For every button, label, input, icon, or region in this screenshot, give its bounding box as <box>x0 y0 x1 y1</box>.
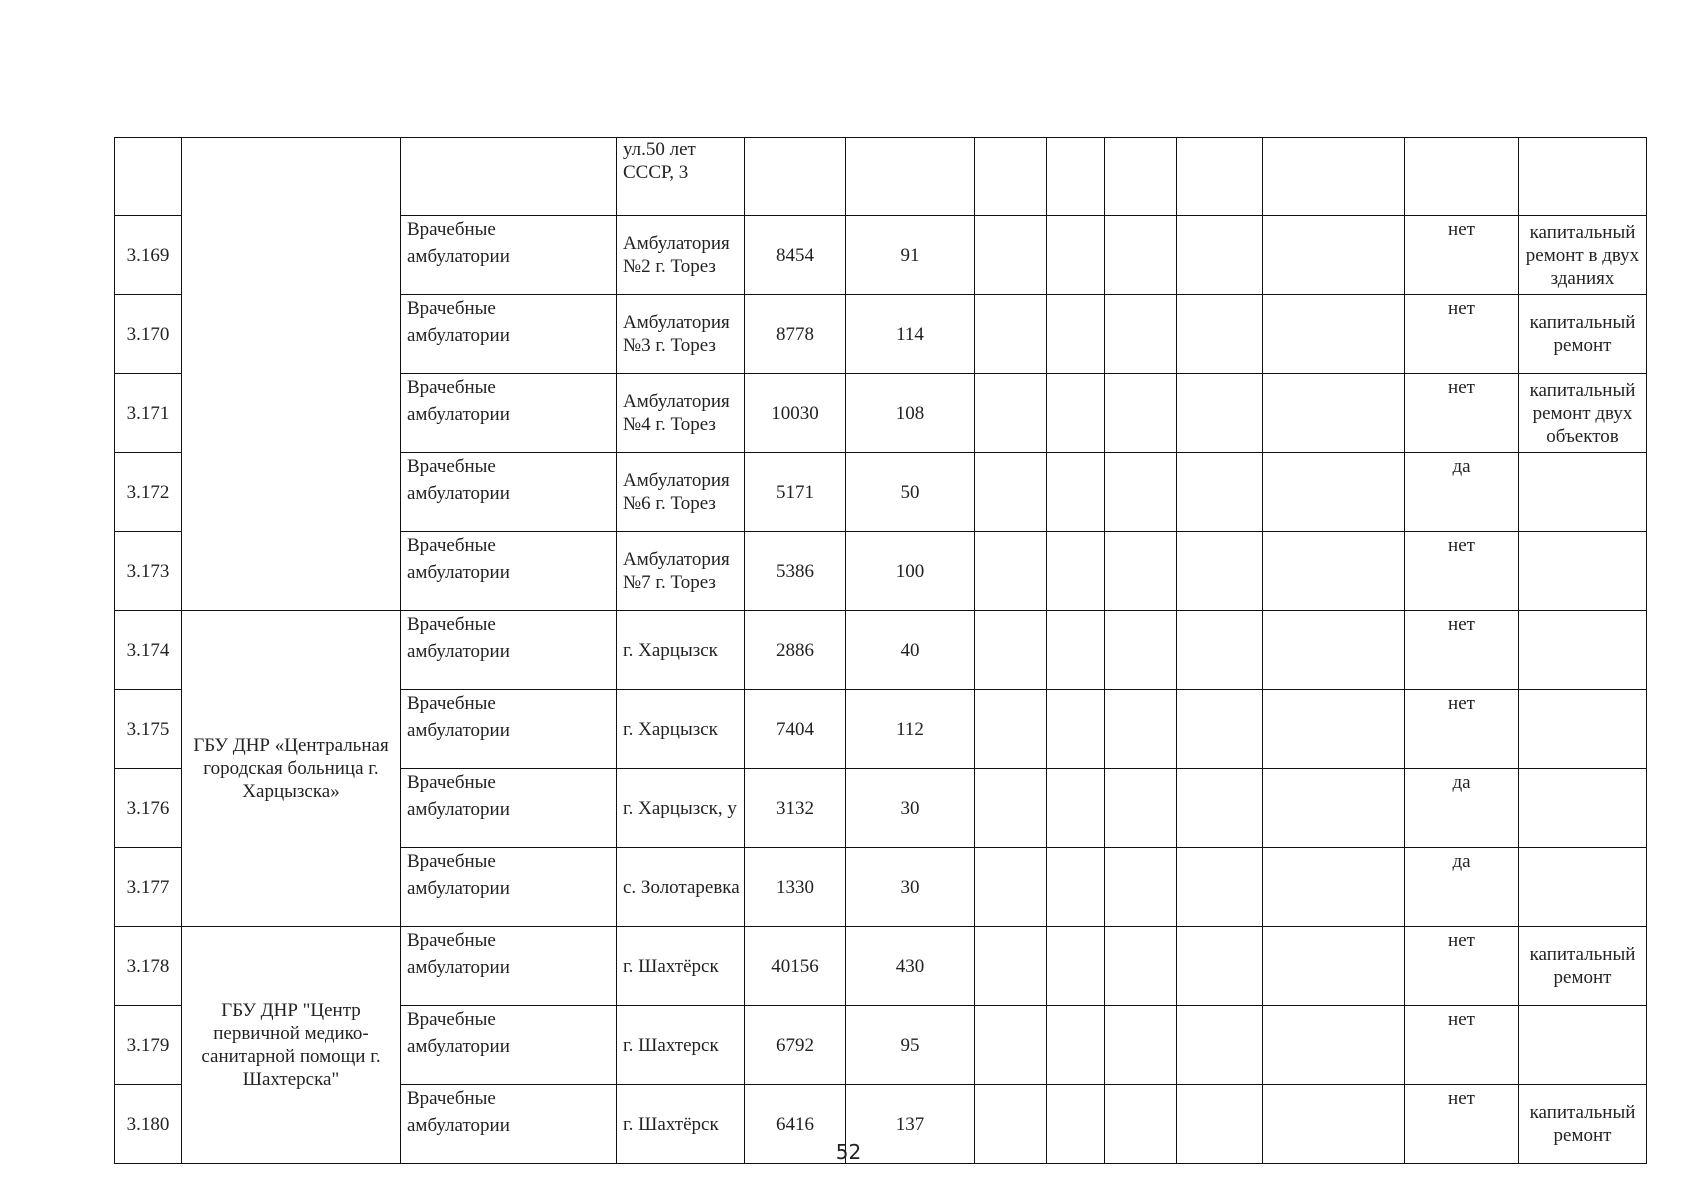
empty-cell <box>1263 690 1405 769</box>
visits-cell: 30 <box>846 769 975 848</box>
row-number-cell: 3.169 <box>115 216 182 295</box>
facility-type-cell <box>401 1006 617 1085</box>
address-cell: г. Шахтёрск <box>617 1085 745 1164</box>
row-number-cell: 3.174 <box>115 611 182 690</box>
visits-cell <box>846 138 975 216</box>
note-cell: капитальный ремонт <box>1519 1085 1647 1164</box>
empty-cell <box>1047 374 1105 453</box>
address-cell: ул.50 лет СССР, 3 <box>617 138 745 216</box>
population-cell: 6416 <box>745 1085 846 1164</box>
empty-cell <box>1263 453 1405 532</box>
facility-type-line-2: амбулатории <box>407 1036 510 1057</box>
empty-cell <box>1177 611 1263 690</box>
facility-type-line-1: Врачебные <box>407 1009 496 1030</box>
empty-cell <box>975 848 1047 927</box>
empty-cell <box>1047 1006 1105 1085</box>
empty-cell <box>1047 138 1105 216</box>
empty-cell <box>975 216 1047 295</box>
flag-cell: нет <box>1405 532 1519 611</box>
row-number-cell: 3.177 <box>115 848 182 927</box>
empty-cell <box>1105 927 1177 1006</box>
visits-cell: 50 <box>846 453 975 532</box>
empty-cell <box>1177 138 1263 216</box>
empty-cell <box>1177 848 1263 927</box>
row-number-cell: 3.180 <box>115 1085 182 1164</box>
facility-type-line-1: Врачебные <box>407 772 496 793</box>
visits-cell: 108 <box>846 374 975 453</box>
facility-type-cell <box>401 848 617 927</box>
facility-type-line-1: Врачебные <box>407 535 496 556</box>
note-cell <box>1519 769 1647 848</box>
facility-type-line-2: амбулатории <box>407 562 510 583</box>
population-cell: 5386 <box>745 532 846 611</box>
empty-cell <box>1263 532 1405 611</box>
note-cell: капитальный ремонт в двух зданиях <box>1519 216 1647 295</box>
facility-type-cell <box>401 690 617 769</box>
flag-cell: нет <box>1405 216 1519 295</box>
empty-cell <box>975 611 1047 690</box>
note-cell: капитальный ремонт <box>1519 295 1647 374</box>
empty-cell <box>1263 216 1405 295</box>
facility-type-line-2: амбулатории <box>407 325 510 346</box>
empty-cell <box>1263 611 1405 690</box>
flag-cell: да <box>1405 848 1519 927</box>
empty-cell <box>1047 453 1105 532</box>
facility-type-line-2: амбулатории <box>407 799 510 820</box>
empty-cell <box>1105 532 1177 611</box>
note-cell <box>1519 690 1647 769</box>
note-cell <box>1519 1006 1647 1085</box>
population-cell: 10030 <box>745 374 846 453</box>
organization-cell-torez <box>182 138 401 611</box>
visits-cell: 430 <box>846 927 975 1006</box>
facility-type-cell <box>401 927 617 1006</box>
empty-cell <box>1177 374 1263 453</box>
population-cell <box>745 138 846 216</box>
facility-type-line-1: Врачебные <box>407 1088 496 1109</box>
flag-cell: да <box>1405 453 1519 532</box>
facility-type-line-1: Врачебные <box>407 693 496 714</box>
flag-cell <box>1405 138 1519 216</box>
facility-type-cell <box>401 295 617 374</box>
empty-cell <box>1105 690 1177 769</box>
empty-cell <box>1105 848 1177 927</box>
empty-cell <box>1105 769 1177 848</box>
facility-type-cell <box>401 216 617 295</box>
visits-cell: 114 <box>846 295 975 374</box>
table-row <box>115 611 1647 690</box>
address-cell: с. Золотаревка <box>617 848 745 927</box>
visits-cell: 91 <box>846 216 975 295</box>
flag-cell: нет <box>1405 1006 1519 1085</box>
empty-cell <box>1105 453 1177 532</box>
row-number-cell: 3.170 <box>115 295 182 374</box>
empty-cell <box>1263 295 1405 374</box>
organization-cell-shakhtersk: ГБУ ДНР "Центр первичной медико-санитарной помощи г. Шахтерска" <box>182 927 401 1164</box>
flag-cell: нет <box>1405 611 1519 690</box>
empty-cell <box>975 295 1047 374</box>
empty-cell <box>1263 927 1405 1006</box>
note-cell: капитальный ремонт <box>1519 927 1647 1006</box>
empty-cell <box>1047 295 1105 374</box>
empty-cell <box>1105 138 1177 216</box>
empty-cell <box>1177 532 1263 611</box>
population-cell: 8778 <box>745 295 846 374</box>
empty-cell <box>1177 927 1263 1006</box>
empty-cell <box>1263 769 1405 848</box>
row-number-cell: 3.171 <box>115 374 182 453</box>
population-cell: 8454 <box>745 216 846 295</box>
flag-cell: да <box>1405 769 1519 848</box>
facility-type-cell <box>401 138 617 216</box>
flag-cell: нет <box>1405 690 1519 769</box>
empty-cell <box>1047 927 1105 1006</box>
address-cell: г. Шахтёрск <box>617 927 745 1006</box>
empty-cell <box>1047 532 1105 611</box>
empty-cell <box>1263 374 1405 453</box>
visits-cell: 40 <box>846 611 975 690</box>
visits-cell: 95 <box>846 1006 975 1085</box>
empty-cell <box>1263 1006 1405 1085</box>
facility-type-line-2: амбулатории <box>407 641 510 662</box>
facility-type-line-1: Врачебные <box>407 851 496 872</box>
facility-type-line-1: Врачебные <box>407 614 496 635</box>
note-cell <box>1519 848 1647 927</box>
empty-cell <box>1263 138 1405 216</box>
facility-type-cell <box>401 453 617 532</box>
visits-cell: 137 <box>846 1085 975 1164</box>
empty-cell <box>1105 216 1177 295</box>
empty-cell <box>1177 1006 1263 1085</box>
empty-cell <box>1105 1006 1177 1085</box>
empty-cell <box>1105 374 1177 453</box>
row-number-cell: 3.176 <box>115 769 182 848</box>
facility-type-line-2: амбулатории <box>407 878 510 899</box>
address-cell: Амбулатория №2 г. Торез <box>617 216 745 295</box>
address-cell: Амбулатория №4 г. Торез <box>617 374 745 453</box>
empty-cell <box>1177 453 1263 532</box>
note-cell <box>1519 611 1647 690</box>
table-row-continued <box>115 138 1647 216</box>
empty-cell <box>1105 611 1177 690</box>
empty-cell <box>1177 295 1263 374</box>
facility-type-cell <box>401 611 617 690</box>
empty-cell <box>975 374 1047 453</box>
empty-cell <box>975 138 1047 216</box>
note-cell <box>1519 532 1647 611</box>
note-cell <box>1519 138 1647 216</box>
address-cell: Амбулатория №3 г. Торез <box>617 295 745 374</box>
address-cell: г. Харцызск <box>617 611 745 690</box>
row-number-cell <box>115 138 182 216</box>
row-number-cell: 3.175 <box>115 690 182 769</box>
organization-cell-khartsyzsk: ГБУ ДНР «Центральная городская больница г. Харцызска» <box>182 611 401 927</box>
flag-cell: нет <box>1405 1085 1519 1164</box>
note-cell <box>1519 453 1647 532</box>
table-row <box>115 927 1647 1006</box>
page-number: 52 <box>835 1140 862 1164</box>
facility-type-cell <box>401 532 617 611</box>
visits-cell: 30 <box>846 848 975 927</box>
population-cell: 5171 <box>745 453 846 532</box>
empty-cell <box>1047 216 1105 295</box>
facility-type-line-1: Врачебные <box>407 298 496 319</box>
facility-type-line-2: амбулатории <box>407 1115 510 1136</box>
population-cell: 2886 <box>745 611 846 690</box>
empty-cell <box>975 769 1047 848</box>
empty-cell <box>1177 690 1263 769</box>
address-cell: г. Шахтерск <box>617 1006 745 1085</box>
facility-type-line-1: Врачебные <box>407 219 496 240</box>
facility-type-line-2: амбулатории <box>407 246 510 267</box>
empty-cell <box>975 453 1047 532</box>
empty-cell <box>1177 216 1263 295</box>
note-cell: капитальный ремонт двух объектов <box>1519 374 1647 453</box>
flag-cell: нет <box>1405 295 1519 374</box>
address-cell: г. Харцызск, у <box>617 769 745 848</box>
address-cell: Амбулатория №6 г. Торез <box>617 453 745 532</box>
population-cell: 1330 <box>745 848 846 927</box>
empty-cell <box>975 927 1047 1006</box>
empty-cell <box>1047 611 1105 690</box>
row-number-cell: 3.173 <box>115 532 182 611</box>
facility-type-line-1: Врачебные <box>407 377 496 398</box>
row-number-cell: 3.178 <box>115 927 182 1006</box>
flag-cell: нет <box>1405 927 1519 1006</box>
visits-cell: 112 <box>846 690 975 769</box>
empty-cell <box>975 532 1047 611</box>
facility-type-line-2: амбулатории <box>407 957 510 978</box>
facilities-table <box>114 137 1647 1164</box>
address-cell: г. Харцызск <box>617 690 745 769</box>
empty-cell <box>1047 769 1105 848</box>
facility-type-line-2: амбулатории <box>407 483 510 504</box>
facility-type-line-2: амбулатории <box>407 404 510 425</box>
empty-cell <box>1105 295 1177 374</box>
empty-cell <box>1263 848 1405 927</box>
empty-cell <box>975 690 1047 769</box>
row-number-cell: 3.172 <box>115 453 182 532</box>
facility-type-line-1: Врачебные <box>407 456 496 477</box>
empty-cell <box>975 1006 1047 1085</box>
facility-type-line-1: Врачебные <box>407 930 496 951</box>
population-cell: 7404 <box>745 690 846 769</box>
facility-type-cell <box>401 769 617 848</box>
flag-cell: нет <box>1405 374 1519 453</box>
row-number-cell: 3.179 <box>115 1006 182 1085</box>
population-cell: 40156 <box>745 927 846 1006</box>
population-cell: 3132 <box>745 769 846 848</box>
empty-cell <box>1047 848 1105 927</box>
empty-cell <box>1047 690 1105 769</box>
facility-type-line-2: амбулатории <box>407 720 510 741</box>
facility-type-cell <box>401 374 617 453</box>
address-cell: Амбулатория №7 г. Торез <box>617 532 745 611</box>
visits-cell: 100 <box>846 532 975 611</box>
empty-cell <box>1177 769 1263 848</box>
population-cell: 6792 <box>745 1006 846 1085</box>
